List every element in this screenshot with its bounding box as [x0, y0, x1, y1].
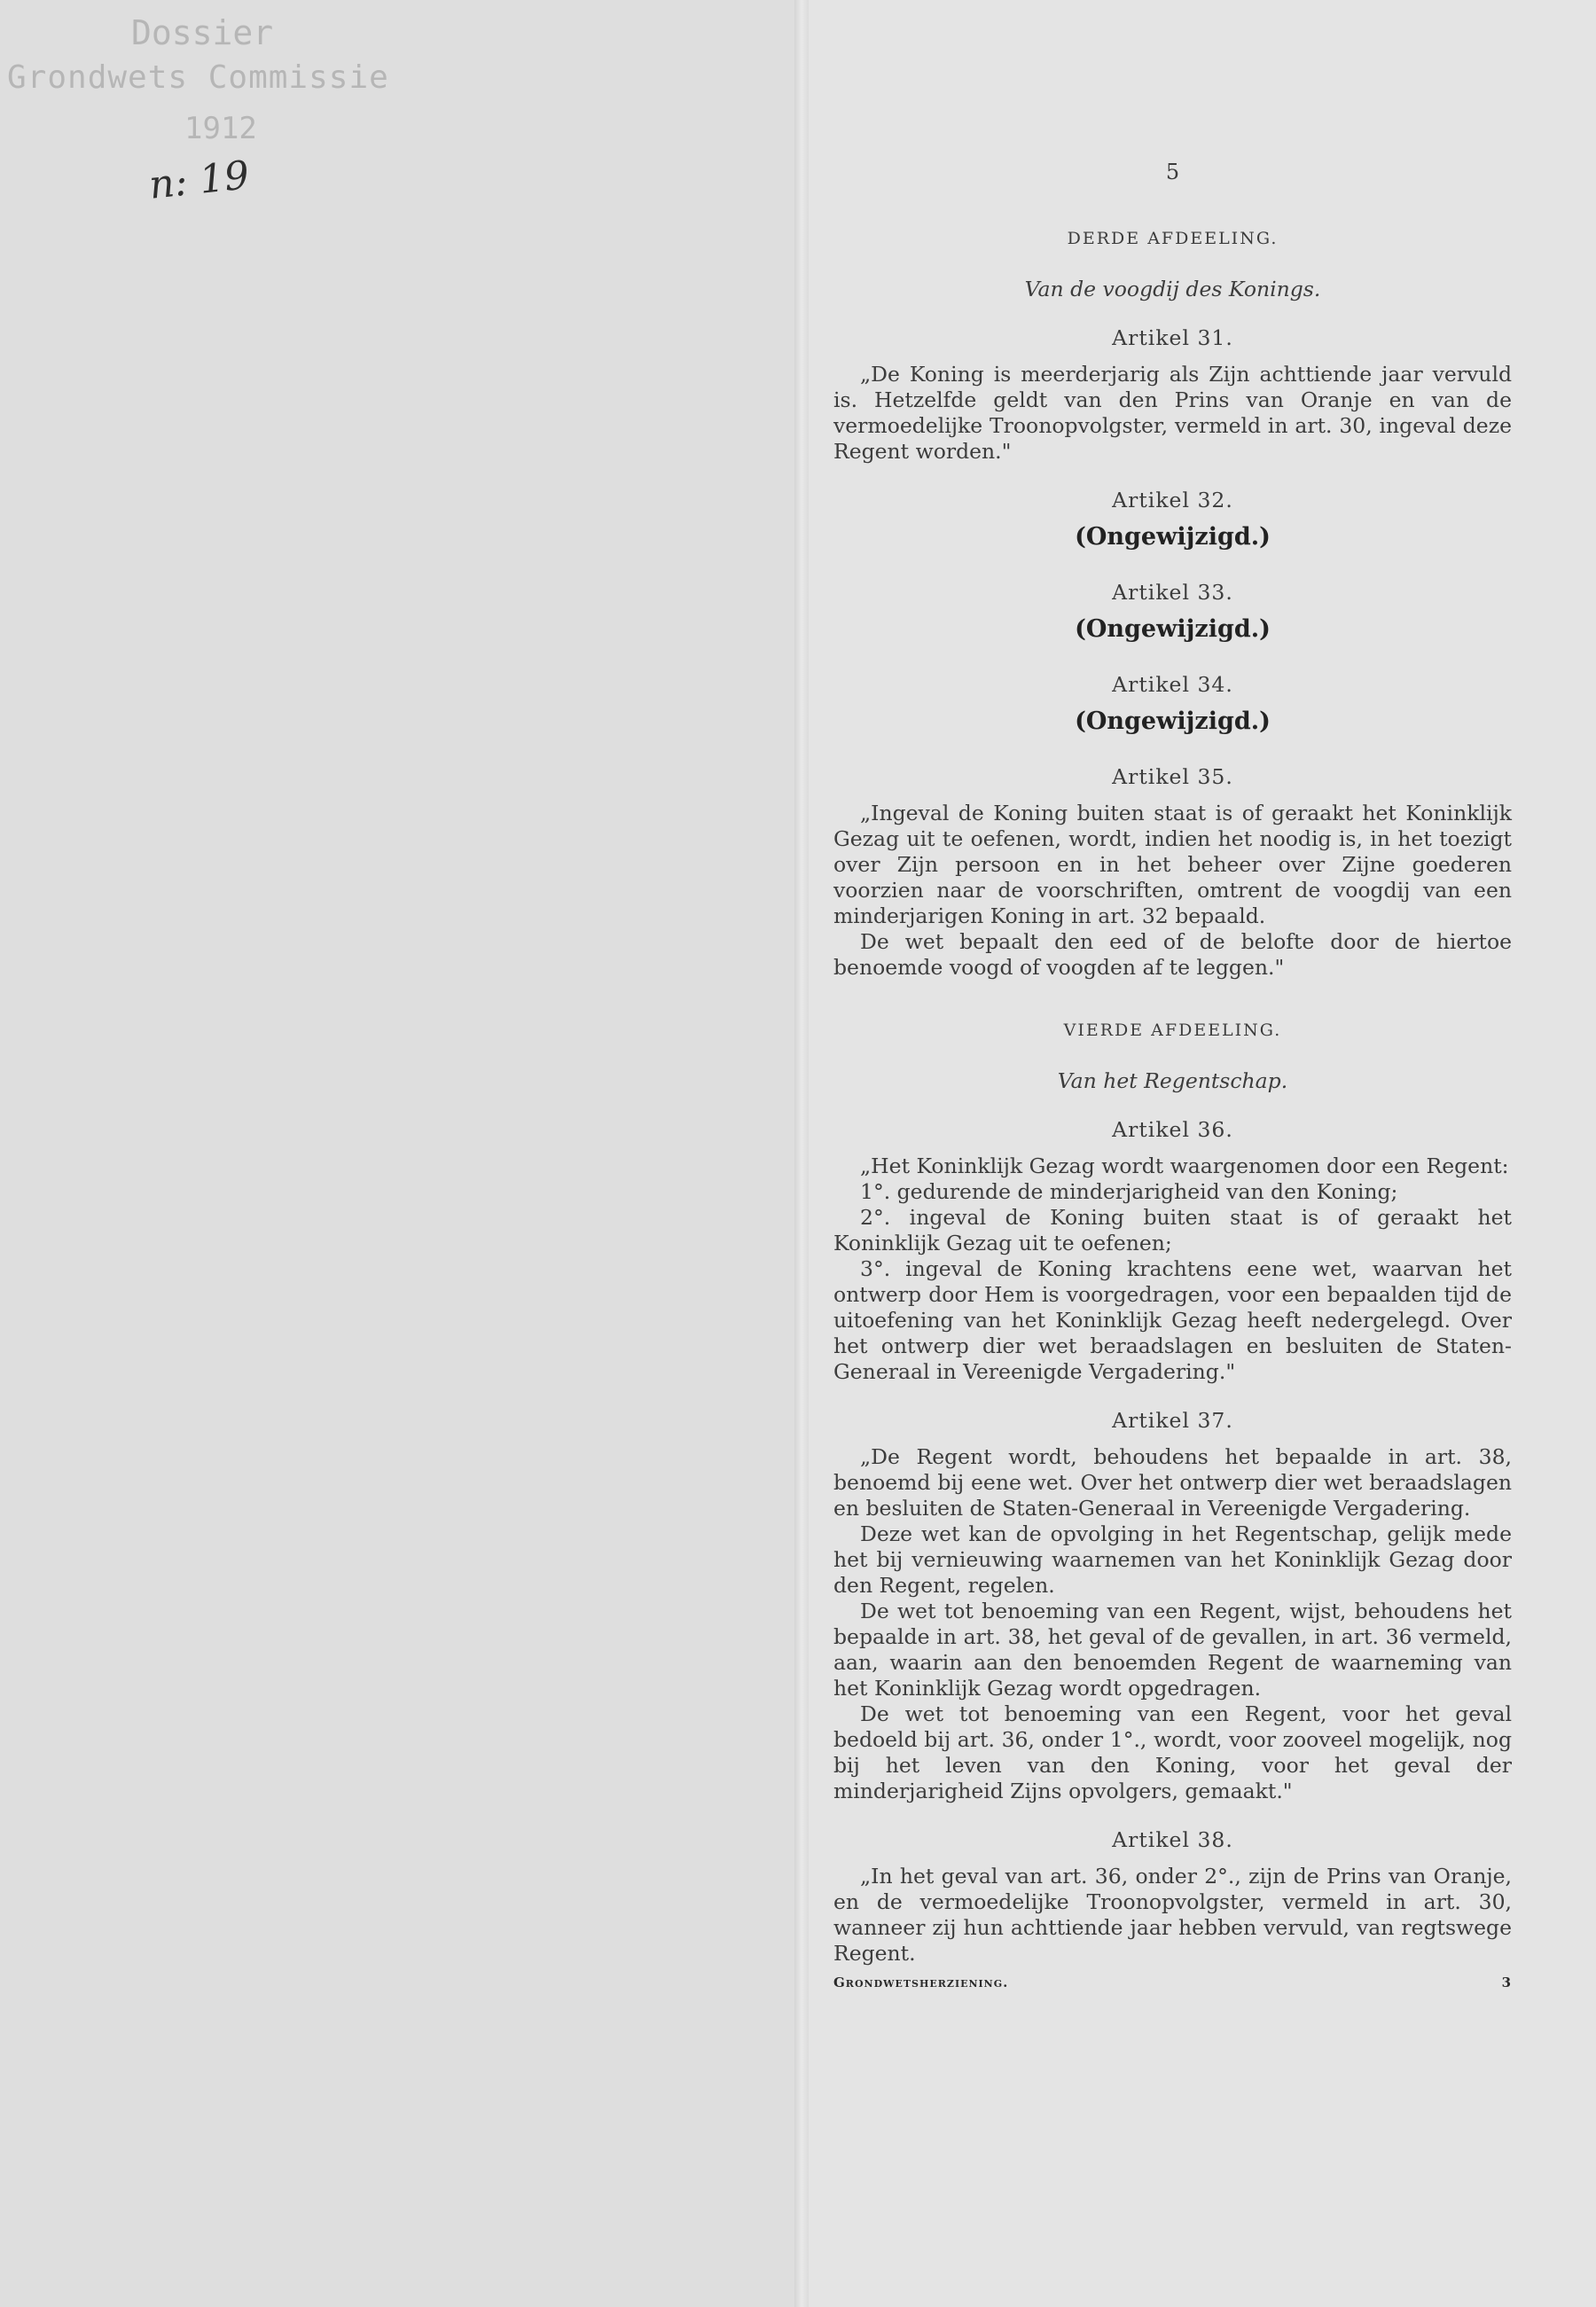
article-37-paragraph-3: De wet tot benoeming van een Regent, wijst, behoudens het bepaalde in art. 38, het geval of de gevallen, in art. 36 vermeld, aan, waarin aan den benoemden Regent de waarneming van het Koninklijk Gezag wordt opgedragen.	[833, 1599, 1512, 1701]
article-35-paragraph-1: „Ingeval de Koning buiten staat is of geraakt het Koninklijk Gezag uit te oefenen, wordt, indien het noodig is, in het toezigt over Zijn persoon en in het beheer over Zijne goederen voorzien naar de voorschriften, omtrent de voogdij van een minderjarigen Koning in art. 32 bepaald.	[833, 801, 1512, 928]
footer-title: Grondwetsherziening.	[833, 1975, 1009, 1990]
section-subtitle-regentschap: Van het Regentschap.	[1057, 1068, 1288, 1093]
article-36-item-2: 2°. ingeval de Koning buiten staat is of geraakt het Koninklijk Gezag uit te oefenen;	[833, 1205, 1512, 1255]
page-footer	[833, 1970, 1512, 1996]
article-36-title: Artikel 36.	[1112, 1117, 1233, 1142]
article-31-text: „De Koning is meerderjarig als Zijn achttiende jaar vervuld is. Hetzelfde geldt van den Prins van Oranje en van de vermoedelijke Troonopvolgster, vermeld in art. 30, ingeval deze Regent worden."	[833, 362, 1512, 464]
article-32-status: (Ongewijzigd.)	[1075, 523, 1271, 551]
stamp-line-year: 1912	[184, 111, 257, 146]
article-38-title: Artikel 38.	[1112, 1827, 1233, 1852]
handwritten-number: n: 19	[146, 152, 252, 208]
article-37-paragraph-1: „De Regent wordt, behoudens het bepaalde in art. 38, benoemd bij eene wet. Over het ontwerp dier wet beraadslagen en besluiten de Staten-Generaal in Vereenigde Vergadering.	[833, 1444, 1512, 1521]
stamp-line-dossier: Dossier	[131, 13, 274, 52]
article-36-intro: „Het Koninklijk Gezag wordt waargenomen door een Regent:	[860, 1154, 1509, 1178]
article-35-paragraph-2: De wet bepaalt den eed of de belofte door de hiertoe benoemde voogd of voogden af te leggen."	[833, 929, 1512, 980]
article-38-paragraph-1: „In het geval van art. 36, onder 2°., zijn de Prins van Oranje, en de vermoedelijke Troonopvolgster, vermeld in art. 30, wanneer zij hun achttiende jaar hebben vervuld, van regtswege Regent.	[833, 1864, 1512, 1966]
section-heading-vierde: VIERDE AFDEELING.	[1063, 1021, 1282, 1040]
article-31-title: Artikel 31.	[1112, 325, 1233, 350]
article-32-title: Artikel 32.	[1112, 488, 1233, 512]
document-body	[833, 160, 1512, 1996]
article-33-status: (Ongewijzigd.)	[1075, 615, 1271, 643]
article-34-title: Artikel 34.	[1112, 672, 1233, 697]
article-36-item-3: 3°. ingeval de Koning krachtens eene wet, waarvan het ontwerp door Hem is voorgedragen, voor een bepaalden tijd de uitoefening van het Koninklijk Gezag heeft nedergelegd. Over het ontwerp dier wet beraadslagen en besluiten de Staten-Generaal in Vereenigde Vergadering."	[833, 1256, 1512, 1384]
section-heading-derde: DERDE AFDEELING.	[1067, 229, 1279, 248]
section-subtitle-voogdij: Van de voogdij des Konings.	[1024, 277, 1321, 301]
page-fold	[794, 0, 809, 2307]
article-36-item-1: 1°. gedurende de minderjarigheid van den Koning;	[860, 1179, 1398, 1204]
article-34-status: (Ongewijzigd.)	[1075, 708, 1271, 735]
article-35-title: Artikel 35.	[1112, 764, 1233, 789]
article-37-title: Artikel 37.	[1112, 1408, 1233, 1433]
footer-sheet-number: 3	[1501, 1975, 1512, 1990]
stamp-line-commission: Grondwets Commissie	[7, 59, 389, 96]
article-33-title: Artikel 33.	[1112, 580, 1233, 605]
article-37-paragraph-2: Deze wet kan de opvolging in het Regentschap, gelijk mede het bij vernieuwing waarnemen van het Koninklijk Gezag door den Regent, regelen.	[833, 1521, 1512, 1598]
page-number: 5	[1165, 160, 1180, 184]
article-37-paragraph-4: De wet tot benoeming van een Regent, voor het geval bedoeld bij art. 36, onder 1°., wordt, voor zooveel mogelijk, nog bij het leven van den Koning, voor het geval der minderjarigheid Zijns opvolgers, gemaakt."	[833, 1701, 1512, 1803]
